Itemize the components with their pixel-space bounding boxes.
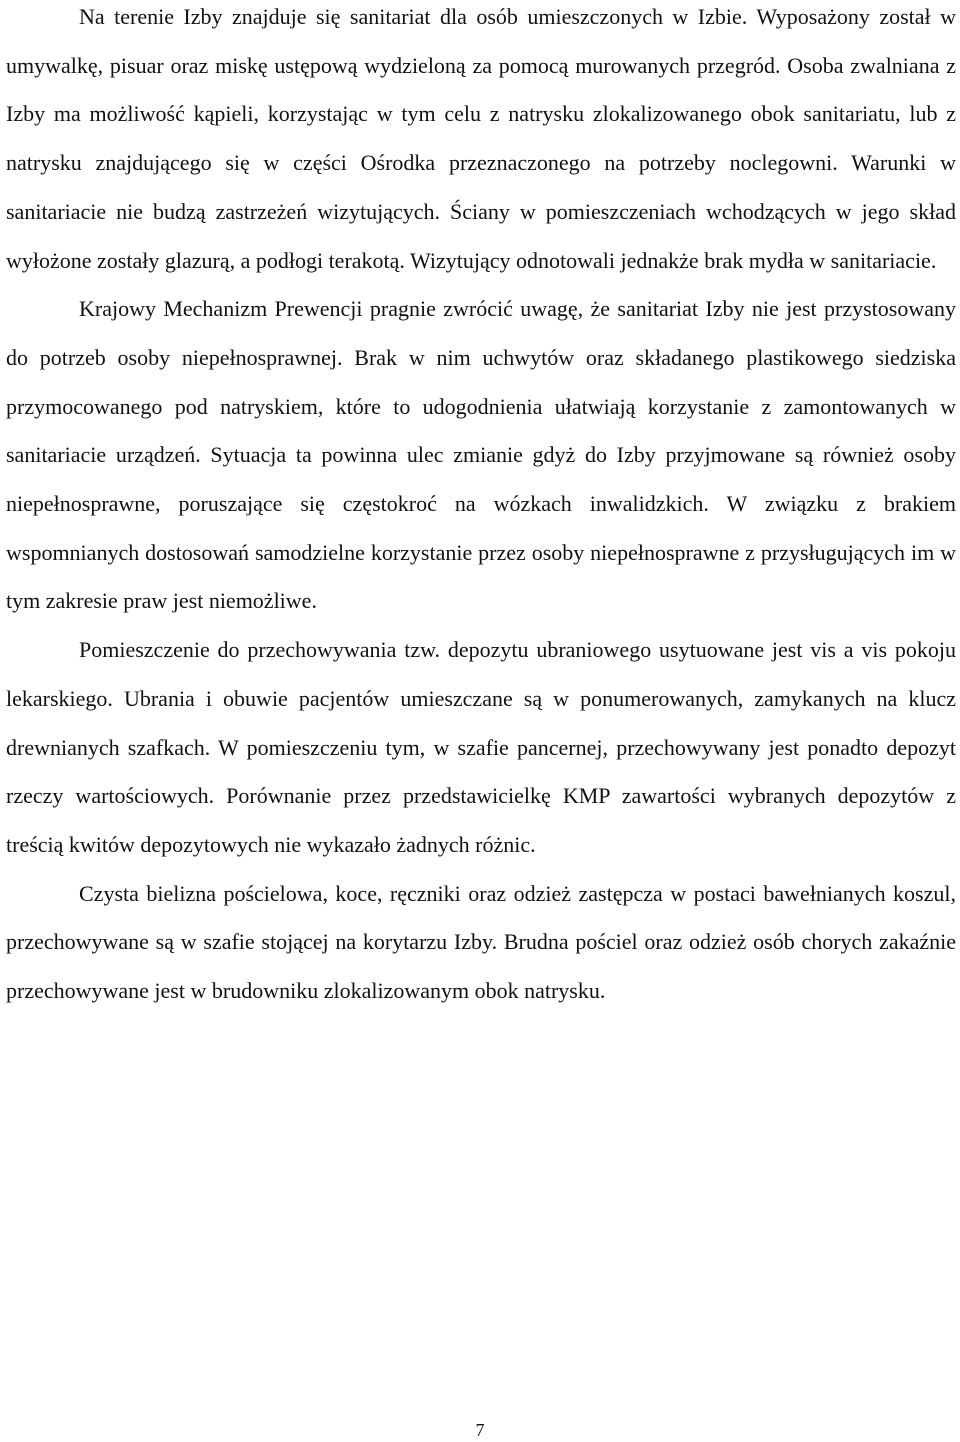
- paragraph-sanitariat: Na terenie Izby znajduje się sanitariat dla osób umieszczonych w Izbie. Wyposażony został w umywalkę, pisuar oraz miskę ustępową wydzieloną za pomocą murowanych przegród. Osoba zwalniana z Izby ma możliwość kąpieli, korzystając w tym celu z natrysku zlokalizowanego obok sanitariatu, lub z natrysku znajdującego się w części Ośrodka przeznaczonego na potrzeby noclegowni. Warunki w sanitariacie nie budzą zastrzeżeń wizytujących. Ściany w pomieszczeniach wchodzących w jego skład wyłożone zostały glazurą, a podłogi terakotą. Wizytujący odnotowali jednakże brak mydła w sanitariacie.: [6, 4, 956, 273]
- paragraph-depozyt: Pomieszczenie do przechowywania tzw. depozytu ubraniowego usytuowane jest vis a vis pokoju lekarskiego. Ubrania i obuwie pacjentów umieszczane są w ponumerowanych, zamykanych na klucz drewnianych szafkach. W pomieszczeniu tym, w szafie pancernej, przechowywany jest ponadto depozyt rzeczy wartościowych. Porównanie przez przedstawicielkę KMP zawartości wybranych depozytów z treścią kwitów depozytowych nie wykazało żadnych różnic.: [6, 637, 956, 857]
- document-page: [6, 0, 956, 1440]
- document-body: [6, 0, 956, 1016]
- paragraph-bielizna: Czysta bielizna pościelowa, koce, ręczniki oraz odzież zastępcza w postaci bawełnianych koszul, przechowywane są w szafie stojącej na korytarzu Izby. Brudna pościel oraz odzież osób chorych zakaźnie przechowywane jest w brudowniku zlokalizowanym obok natrysku.: [6, 880, 956, 1004]
- paragraph-kmp: Krajowy Mechanizm Prewencji pragnie zwrócić uwagę, że sanitariat Izby nie jest przystosowany do potrzeb osoby niepełnosprawnej. Brak w nim uchwytów oraz składanego plastikowego siedziska przymocowanego pod natryskiem, które to udogodnienia ułatwiają korzystanie z zamontowanych w sanitariacie urządzeń. Sytuacja ta powinna ulec zmianie gdyż do Izby przyjmowane są również osoby niepełnosprawne, poruszające się częstokroć na wózkach inwalidzkich. W związku z brakiem wspomnianych dostosowań samodzielne korzystanie przez osoby niepełnosprawne z przysługujących im w tym zakresie praw jest niemożliwe.: [6, 296, 956, 614]
- page-number: 7: [475, 1420, 485, 1440]
